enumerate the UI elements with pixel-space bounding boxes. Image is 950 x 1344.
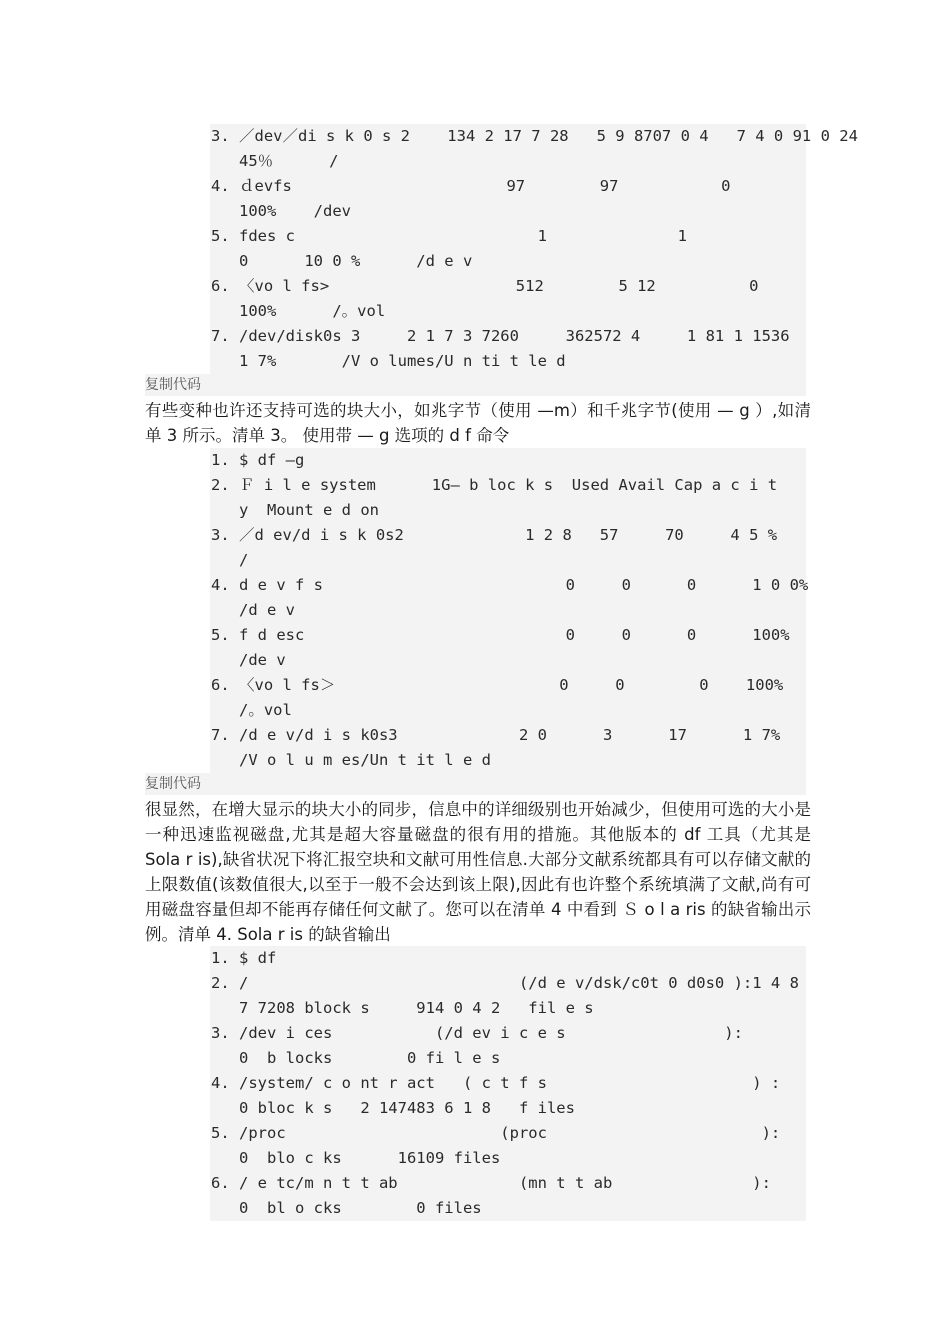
- code-text: 0 b locks 0 fi l e s: [239, 1049, 501, 1067]
- code-text: /。vol: [239, 701, 292, 719]
- code-line: [210, 623, 806, 648]
- code-text: 〈vo l fs> 512 5 12 0: [239, 277, 759, 295]
- line-number: [210, 1046, 239, 1071]
- paragraph-solaris: 很显然，在增大显示的块大小的同步，信息中的详细级别也开始减少，但使用可选的大小是一种迅速监视磁盘,尤其是超大容量磁盘的很有用的措施。其他版本的 df 工具（尤其是 Sola r is),缺省状况下将汇报空块和文献可用性信息.大部分文献系统都具有可以存储文献的上限数值(该数值很大,以至于一般不会达到该上限),因此有也许整个系统填满了文献,尚有可用磁盘容量但却不能再存储任何文献了。您可以在清单 4 中看到 Ｓ o l a ris 的缺省输出示例。清单 4. Sola r is 的缺省输出: [145, 800, 811, 944]
- line-number: 3.: [211, 1024, 230, 1042]
- code-text: /dev/disk0s 3 2 1 7 3 7260 362572 4 1 81 1 1536: [239, 327, 790, 345]
- line-number: [210, 1096, 239, 1121]
- line-number: 2.: [211, 476, 230, 494]
- code-line: [210, 523, 806, 548]
- code-listing-4: [210, 946, 806, 1221]
- code-line: [210, 1046, 806, 1071]
- line-number: [210, 598, 239, 623]
- code-line: [210, 1071, 806, 1096]
- code-line: [210, 124, 858, 149]
- code-line: [210, 1146, 806, 1171]
- line-number: [210, 149, 239, 174]
- line-number: 7.: [211, 327, 230, 345]
- code-listing-3: [210, 448, 809, 773]
- line-number: [210, 996, 239, 1021]
- line-number: [210, 748, 239, 773]
- line-number: 6.: [211, 676, 230, 694]
- line-number: 4.: [211, 177, 230, 195]
- code-text: / e tc/m n t t ab (mn t t ab ):: [239, 1174, 771, 1192]
- code-line: [210, 299, 806, 324]
- code-text: /de v: [239, 651, 286, 669]
- code-text: 〈vo l fs＞ 0 0 0 100%: [239, 676, 784, 694]
- code-text: /d e v/d i s k0s3 2 0 3 17 1 7%: [239, 726, 781, 744]
- code-text: /system/ c o nt r act ( c t f s ) :: [239, 1074, 781, 1092]
- copy-code-button-2[interactable]: 复制代码: [145, 773, 806, 795]
- code-text: Ｆ i l e system 1G— b loc k s Used Avail Cap a c i t: [239, 476, 778, 494]
- code-line: [210, 448, 806, 473]
- code-text: 100% /。vol: [239, 302, 386, 320]
- code-text: 100% /dev: [239, 202, 351, 220]
- code-line: [210, 324, 806, 349]
- code-text: f d esc 0 0 0 100%: [239, 626, 790, 644]
- code-text: ／dev／di s k 0 s 2 134 2 17 7 28 5 9 8707 0 4 7 4 0 91 0 24: [239, 127, 858, 145]
- code-text: / (/d e v/dsk/c0t 0 d0s0 ):1 4 8: [239, 974, 799, 992]
- line-number: 5.: [211, 1124, 230, 1142]
- code-text: /dev i ces (/d ev i c e s ):: [239, 1024, 743, 1042]
- line-number: 5.: [211, 626, 230, 644]
- code-listing-1: [210, 124, 858, 374]
- code-text: /proc (proc ):: [239, 1124, 781, 1142]
- line-number: [210, 299, 239, 324]
- line-number: 6.: [211, 277, 230, 295]
- line-number: [210, 249, 239, 274]
- code-text: 0 bloc k s 2 147483 6 1 8 f iles: [239, 1099, 575, 1117]
- code-line: [210, 1121, 806, 1146]
- code-line: [210, 723, 806, 748]
- code-line: [210, 1171, 806, 1196]
- line-number: [210, 648, 239, 673]
- code-line: [210, 174, 806, 199]
- code-text: $ df —g: [239, 451, 305, 469]
- line-number: [210, 1146, 239, 1171]
- code-line: [210, 1096, 806, 1121]
- code-line: [210, 199, 806, 224]
- code-line: [210, 1196, 806, 1221]
- line-number: 4.: [211, 576, 230, 594]
- code-line: [210, 149, 806, 174]
- paragraph-block-sizes: 有些变种也许还支持可选的块大小，如兆字节（使用 —m）和千兆字节(使用 — g ）,如清单 3 所示。清单 3。 使用带 — g 选项的 d f 命令: [145, 401, 811, 445]
- code-text: 7 7208 block s 914 0 4 2 fil e s: [239, 999, 594, 1017]
- code-text: ｄevfs 97 97 0: [239, 177, 731, 195]
- code-text: 0 10 0 % /d e v: [239, 252, 473, 270]
- line-number: 1.: [211, 451, 230, 469]
- code-text: $ df: [239, 949, 277, 967]
- code-line: [210, 946, 806, 971]
- code-line: [210, 698, 806, 723]
- line-number: 1.: [211, 949, 230, 967]
- code-text: 1 7% /V o lumes/U n ti t le d: [239, 352, 566, 370]
- code-line: [210, 274, 806, 299]
- code-line: [210, 971, 806, 996]
- line-number: 6.: [211, 1174, 230, 1192]
- code-text: /V o l u m es/Un t it l e d: [239, 751, 491, 769]
- line-number: [210, 548, 239, 573]
- code-text: y Mount e d on: [239, 501, 379, 519]
- code-text: 0 bl o cks 0 files: [239, 1199, 482, 1217]
- code-text: /d e v: [239, 601, 295, 619]
- line-number: [210, 498, 239, 523]
- code-line: [210, 473, 806, 498]
- code-text: d e v f s 0 0 0 1 0 0%: [239, 576, 809, 594]
- code-text: /: [239, 551, 249, 569]
- code-line: [210, 548, 806, 573]
- copy-code-button-1[interactable]: 复制代码: [145, 374, 806, 396]
- line-number: 3.: [211, 526, 230, 544]
- code-line: [210, 224, 806, 249]
- line-number: [210, 698, 239, 723]
- code-text: 45％ /: [239, 152, 339, 170]
- code-line: [210, 249, 806, 274]
- code-line: [210, 349, 806, 374]
- code-text: 0 blo c ks 16109 files: [239, 1149, 501, 1167]
- code-line: [210, 673, 806, 698]
- code-line: [210, 748, 806, 773]
- code-line: [210, 1021, 806, 1046]
- code-line: [210, 498, 806, 523]
- line-number: 2.: [211, 974, 230, 992]
- code-line: [210, 996, 806, 1021]
- line-number: 7.: [211, 726, 230, 744]
- line-number: 4.: [211, 1074, 230, 1092]
- code-line: [210, 598, 806, 623]
- line-number: 5.: [211, 227, 230, 245]
- line-number: [210, 199, 239, 224]
- code-line: [210, 573, 809, 598]
- code-line: [210, 648, 806, 673]
- code-text: fdes c 1 1: [239, 227, 687, 245]
- line-number: [210, 349, 239, 374]
- line-number: 3.: [211, 127, 230, 145]
- code-text: ／d ev/d i s k 0s2 1 2 8 57 70 4 5 %: [239, 526, 778, 544]
- line-number: [210, 1196, 239, 1221]
